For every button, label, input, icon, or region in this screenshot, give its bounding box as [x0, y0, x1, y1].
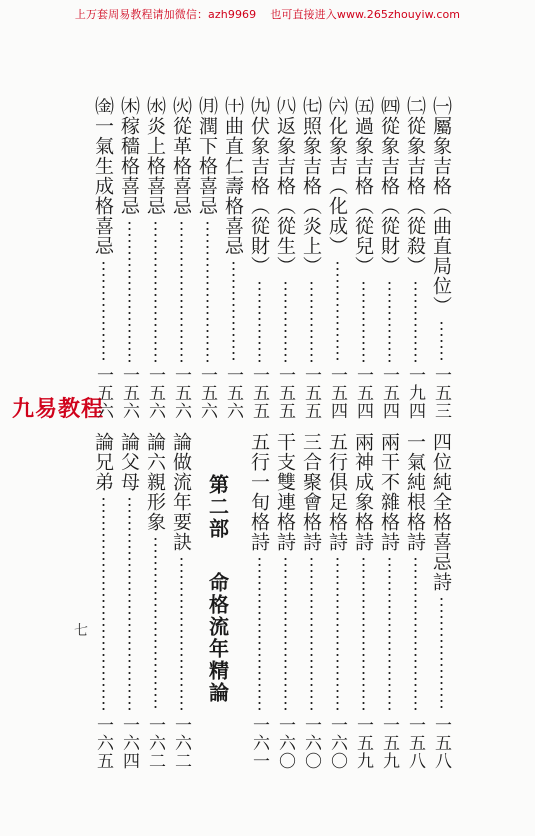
toc-entry-title: 四位純全格喜忌詩 [430, 432, 452, 592]
toc-entry [248, 432, 270, 770]
toc-entry-page: 一五六 [93, 366, 113, 420]
toc-leader-dots [154, 220, 157, 362]
toc-entry [144, 432, 166, 770]
toc-entry-title: 三合聚會格詩 [300, 432, 322, 552]
toc-entry [378, 432, 400, 770]
toc-leader-dots [206, 220, 209, 362]
toc-entry [222, 96, 244, 420]
toc-leader-dots [440, 320, 443, 362]
toc-entry-page: 一六〇 [301, 716, 321, 770]
toc-entry-title: 五行俱足格詩 [326, 432, 348, 552]
toc-entry-page: 一六二 [171, 716, 191, 770]
toc-leader-dots [414, 556, 417, 712]
toc-entry-page: 一五五 [249, 366, 269, 420]
toc-entry-page: 一九四 [405, 366, 425, 420]
toc-entry [404, 96, 426, 420]
toc-entry [300, 96, 322, 420]
toc-leader-dots [154, 536, 157, 712]
toc-entry-page: 一五四 [379, 366, 399, 420]
toc-entry [352, 96, 374, 420]
toc-leader-dots [284, 556, 287, 712]
toc-entry-title: 五行一旬格詩 [248, 432, 270, 552]
toc-entry-page: 一五八 [431, 716, 451, 770]
watermark-header [0, 6, 535, 22]
toc-entry [170, 96, 192, 420]
toc-entry-title: ㈧返象吉格（從生） [274, 96, 296, 276]
toc-entry [170, 432, 192, 770]
toc-entry-page: 一五四 [327, 366, 347, 420]
toc-entry-title: ㈩曲直仁壽格喜忌 [222, 96, 244, 256]
toc-leader-dots [388, 556, 391, 712]
toc-leader-dots [310, 280, 313, 362]
header-wechat-text: 上万套周易教程请加微信：azh9969 [74, 8, 257, 21]
toc-entry [92, 432, 114, 770]
toc-leader-dots [336, 556, 339, 712]
toc-leader-dots [284, 280, 287, 362]
toc-leader-dots [102, 260, 105, 362]
toc-entry-title: 兩干不雜格詩 [378, 432, 400, 552]
toc-entry-title: ㈥化象吉（化成） [326, 96, 348, 256]
toc-entry-page: 一五八 [405, 716, 425, 770]
toc-leader-dots [128, 496, 131, 712]
toc-leader-dots [258, 556, 261, 712]
brand-watermark: 九易教程 [12, 397, 105, 422]
toc-entry [274, 96, 296, 420]
toc-leader-dots [362, 556, 365, 712]
toc-entry-title: ㈤過象吉格（從兒） [352, 96, 374, 276]
toc-entry-title: ㈫從革格喜忌 [170, 96, 192, 216]
toc-leader-dots [310, 556, 313, 712]
toc-entry-page: 一五三 [431, 366, 451, 420]
toc-entry [378, 96, 400, 420]
toc-entry-page: 一五六 [145, 366, 165, 420]
toc-leader-dots [258, 280, 261, 362]
toc-entry-page: 一六〇 [275, 716, 295, 770]
toc-leader-dots [414, 280, 417, 362]
toc-entry-page: 一五六 [223, 366, 243, 420]
part-title: 命格流年精論 [205, 572, 230, 704]
toc-entry [404, 432, 426, 770]
toc-leader-dots [180, 556, 183, 712]
toc-entry-title: ㈮一氣生成格喜忌 [92, 96, 114, 256]
part-heading [205, 474, 231, 704]
toc-entry-title: 一氣純根格詩 [404, 432, 426, 552]
toc-entry-title: 兩神成象格詩 [352, 432, 374, 552]
toc-entry-page: 一五四 [353, 366, 373, 420]
toc-entry-title: ㈣從象吉格（從財） [378, 96, 400, 276]
toc-entry-title: 論六親形象 [144, 432, 166, 532]
toc-entry-title: ㈭稼穡格喜忌 [118, 96, 140, 216]
toc-entry-title: ㈨伏象吉格（從財） [248, 96, 270, 276]
toc-leader-dots [440, 596, 443, 712]
toc-entry [352, 432, 374, 770]
toc-entry [118, 432, 140, 770]
toc-entry [274, 432, 296, 770]
toc-entry [92, 96, 114, 420]
toc-entry-page: 一五六 [119, 366, 139, 420]
toc-entry-page: 一五九 [353, 716, 373, 770]
page-number: 七 [74, 623, 88, 639]
toc-leader-dots [232, 260, 235, 362]
toc-entry-page: 一六一 [249, 716, 269, 770]
toc-entry [144, 96, 166, 420]
toc-entry [196, 96, 218, 420]
toc-entry-page: 一五五 [301, 366, 321, 420]
toc-entry-page: 一六四 [119, 716, 139, 770]
toc-entry-page: 一五六 [171, 366, 191, 420]
toc-entry [300, 432, 322, 770]
part-label: 第二部 [205, 474, 230, 540]
toc-entry-title: ㈦照象吉格（炎上） [300, 96, 322, 276]
toc-entry-title: 干支雙連格詩 [274, 432, 296, 552]
header-website-text: 也可直接进入www.265zhouyiw.com [270, 8, 461, 21]
toc-entry-title: ㈡從象吉格（從殺） [404, 96, 426, 276]
toc-entry-page: 一五九 [379, 716, 399, 770]
toc-leader-dots [336, 260, 339, 362]
toc-entry [430, 432, 452, 770]
toc-leader-dots [180, 220, 183, 362]
toc-entry [248, 96, 270, 420]
toc-leader-dots [102, 496, 105, 712]
toc-entry-title: 論做流年要訣 [170, 432, 192, 552]
toc-leader-dots [388, 280, 391, 362]
toc-leader-dots [128, 220, 131, 362]
toc-entry [326, 96, 348, 420]
toc-entry-title: ㈪潤下格喜忌 [196, 96, 218, 216]
toc-entry-title: 論父母 [118, 432, 140, 492]
toc-entry [326, 432, 348, 770]
toc-entry-page: 一六二 [145, 716, 165, 770]
toc-entry-page: 一五五 [275, 366, 295, 420]
toc-entry-title: ㈬炎上格喜忌 [144, 96, 166, 216]
toc-entry-page: 一六〇 [327, 716, 347, 770]
toc-entry-title: ㈠屬象吉格（曲直局位） [430, 96, 452, 316]
toc-entry-page: 一六五 [93, 716, 113, 770]
toc-entry-page: 一五六 [197, 366, 217, 420]
toc-entry [430, 96, 452, 420]
toc-leader-dots [362, 280, 365, 362]
toc-entry [118, 96, 140, 420]
toc-entry-title: 論兄弟 [92, 432, 114, 492]
